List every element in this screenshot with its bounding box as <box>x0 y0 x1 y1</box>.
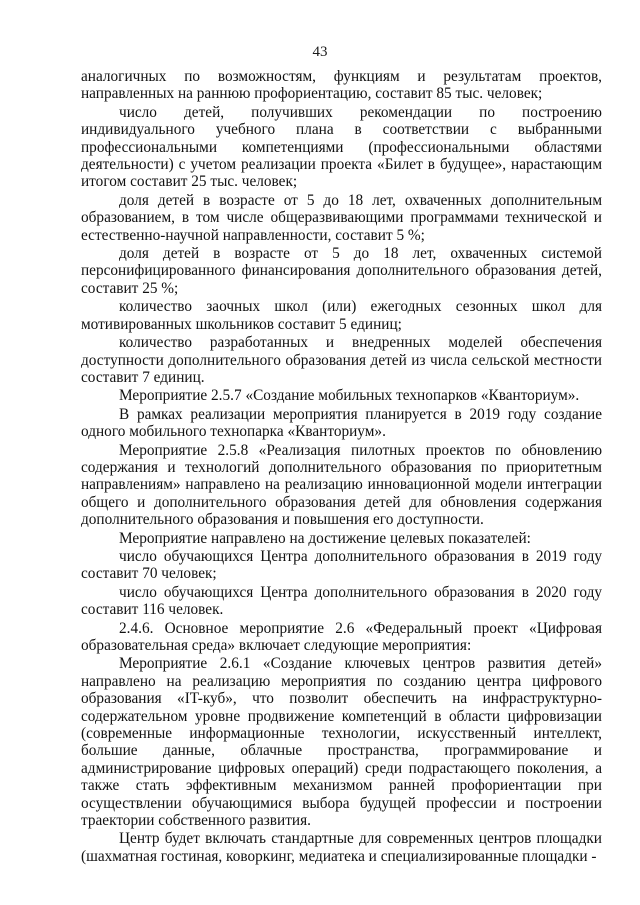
paragraph-target-indicators-intro: Мероприятие направлено на достижение целевых показателей: <box>119 529 531 547</box>
paragraph-students-2020: число обучающихся Центра дополнительного образования в 2020 году составит 116 человек. <box>81 583 602 619</box>
paragraph-measure-2-5-7-description: В рамках реализации мероприятия планируется в 2019 году создание одного мобильного технопарка «Кванториум». <box>81 405 602 441</box>
paragraph-students-2019: число обучающихся Центра дополнительного образования в 2019 году составит 70 человек; <box>81 547 602 583</box>
paragraph-recommendations-indicator: число детей, получивших рекомендации по построению индивидуального учебного плана в соответствии с выбранными профессиональными компетенциями (профессиональными областями деятельности) с учетом реализации проекта «Билет в будущее», нарастающим итогом составит 25 тыс. человек; <box>81 103 602 191</box>
paragraph-main-measure-2-6: 2.4.6. Основное мероприятие 2.6 «Федеральный проект «Цифровая образовательная среда» включает следующие мероприятия: <box>81 619 602 654</box>
paragraph-measure-2-6-1: Мероприятие 2.6.1 «Создание ключевых центров развития детей» направлено на реализацию мероприятия по созданию центра цифрового образования «IT-куб», что позволит обеспечить на инфраструктурно-содержательном уровне продвижение компетенций в области цифровизации (современные информационные технологии, искусственный интеллект, большие данные, облачные пространства, программирование и администрирование цифровых операций) среди подрастающего поколения, а также стать эффективным механизмом ранней профориентации при осуществлении обучающимися выбора будущей профессии и построении траектории собственного развития. <box>81 655 602 830</box>
paragraph-distance-schools: количество заочных школ (или) ежегодных сезонных школ для мотивированных школьников составит 5 единиц; <box>81 298 602 333</box>
paragraph-measure-2-5-7-title: Мероприятие 2.5.7 «Создание мобильных технопарков «Кванториум». <box>119 387 580 405</box>
paragraph-personalized-financing-share: доля детей в возрасте от 5 до 18 лет, охваченных системой персонифицированного финансирования дополнительного образования детей, составит 25 %; <box>81 245 602 297</box>
paragraph-measure-2-5-8: Мероприятие 2.5.8 «Реализация пилотных проектов по обновлению содержания и технологий дополнительного образования по приоритетным направлениям» направлено на реализацию инновационной модели интеграции общего и дополнительного образования детей для обновления содержания дополнительного образования и повышения его доступности. <box>81 441 602 529</box>
page-number: 43 <box>312 44 328 60</box>
paragraph-rural-access-models: количество разработанных и внедренных моделей обеспечения доступности дополнительного образования детей из числа сельской местности составит 7 единиц. <box>81 334 602 386</box>
paragraph-center-facilities: Центр будет включать стандартные для современных центров площадки (шахматная гостиная, коворкинг, медиатека и специализированные площадки - <box>81 830 602 865</box>
paragraph-continuation: аналогичных по возможностям, функциям и результатам проектов, направленных на раннюю профориентацию, составит 85 тыс. человек; <box>81 68 602 103</box>
paragraph-technical-education-share: доля детей в возрасте от 5 до 18 лет, охваченных дополнительным образованием, в том числе общеразвивающими программами технической и естественно-научной направленности, составит 5 %; <box>81 191 602 244</box>
document-body <box>81 68 602 865</box>
